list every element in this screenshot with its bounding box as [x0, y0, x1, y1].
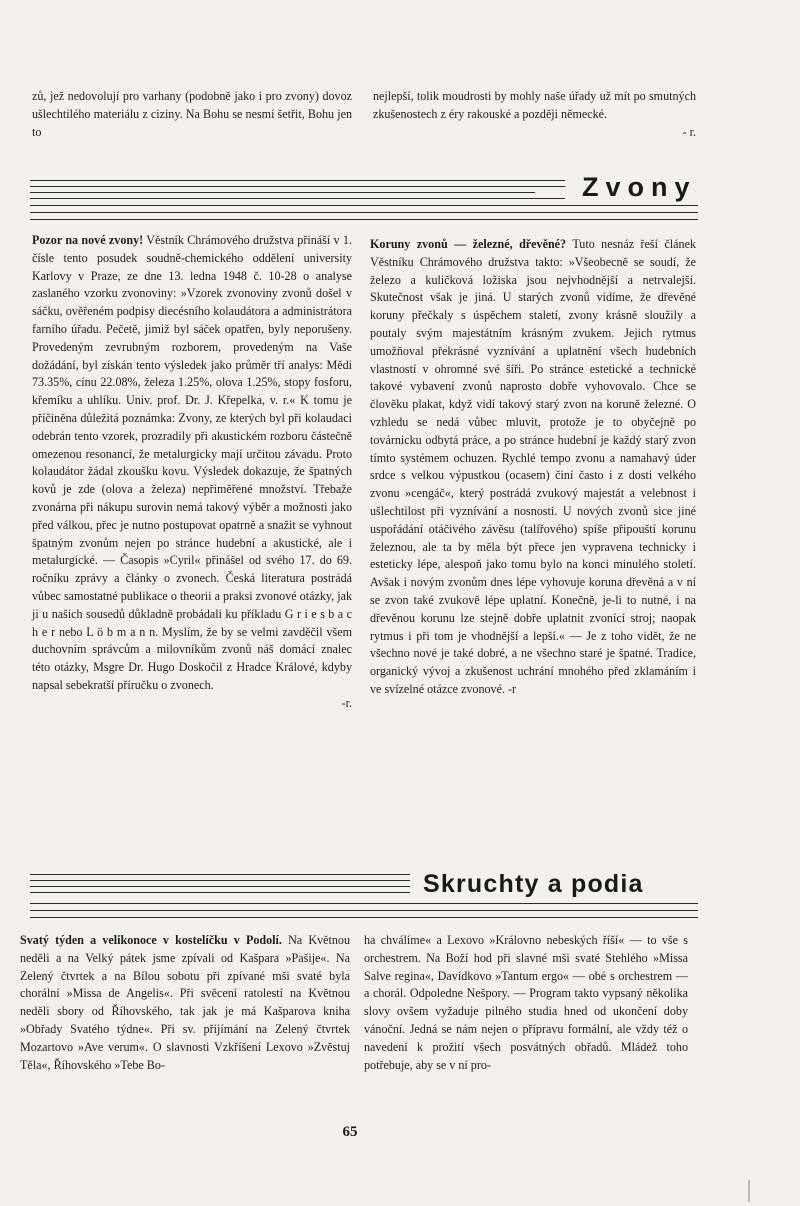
zvony-left-signature: -r.: [341, 695, 352, 710]
zvony-right-signature: -r: [508, 681, 517, 696]
top-right-signature: - r.: [682, 124, 696, 139]
zvony-left-text: Věstník Chrámového družstva přináší v 1. čísle tento posudek soudně-chemického oddělení university Karlovy v Praze, ze dne 13. ledna 1948 č. 10-28 o analyse zaslaného vzorku zvonoviny: »Vzorek zvonoviny zvonů došel v sáčku, ověřeném podpisy diecésního kolaudátora a administrátora farního úřadu. Pečetě, jimiž byl sáček opatřen, byly neporušeny. Provedeným zevrubným rozborem, provedeným na Vaše dožádání, byl získán tento výsledek jako průměr tří analys: Mědi 73.35%, cínu 22.08%, železa 1.25%, olova 1.25%, stopy fosforu, křemíku a uhlíku. Univ. prof. Dr. J. Křepelka, v. r.« K tomu je příčiněna důležitá poznámka: Zvony, ze kterých byl při kolaudaci odebrán tento vzorek, prozradily při akustickém rozboru částečně omezenou resonancí, že metalurgicky mají určitou závadu. Proto kolaudátor žádal zkoušku kovu. Výsledek dokazuje, že špatných kovů je zde (olova a železa) nepřiměřené množství. Třebaže zvonárna při nákupu surovin nemá takový výběr a možnosti jako před válkou, přec je nutno postupovat opatrně a snažit se vyhnout špatným zvonům nejen po stránce hudební a akustické, ale i metalurgické. — Časopis »Cyril« přinášel od svého 17. do 69. ročníku zprávy a články o zvonech. Česká literatura postrádá vůbec samostatné publikace o theorii a praksi zvonové otázky, jak ji u našich sousedů důkladně probádali ku příkladu G r i e s b a c h e r nebo L ö b m a n n. Myslím, že by se velmi zavděčil všem duchovním správcům a milovníkům zvonů náš domácí znalec této otázky, Msgre Dr. Hugo Doskočil z Hradce Králové, kdyby napsal sebekratší příručku o zvonech.: [32, 233, 352, 692]
scan-mark: [748, 1180, 750, 1202]
zvony-right-text: Tuto nesnáz řeší článek Věstníku Chrámového družstva takto: »Všeobecně se soudí, že železo a kuličková ložiska jsou nejvhodnější a netrvalejší. Skutečnost však je jiná. U starých zvonů vidíme, že dřevěné koruny přečkaly s úspěchem staletí, zvony krásně sloužily a poutaly svým majestátním krásným zvukem. Jejich rytmus umožňoval překrásné vyznívání a uplatnění všech hudebních vlastností v ohromné své šíři. Po stránce estetické a technické takové vybavení zvonů naprosto dobře vyhovovalo. Chce se člověku plakat, když vidí takový starý zvon na koruně železné. O vzhledu se nedá vůbec mluvit, protože je to obyčejně po továrnicku odbytá práce, a po stránce hudební je každý starý zvon tímto systémem ochuzen. Rychlé tempo zvonu a namahavý úder srdce s velkou výpustkou (ocasem) činí často i z dosti velkého zvonu »cengáč«, který postrádá zvukový majestát a velebnost i ušlechtilost při vyznívání a nosnosti. U nových zvonů sice jiné uspořádání otáčivého závěsu (talířového) spíše připouští korunu železnou, ale ta by měla být přece jen vypravena technicky i esteticky lépe, alespoň jako tomu bylo na konci minulého století. Avšak i novým zvonům dnes lépe vyhovuje koruna dřevěná a v ní se zvon také zvukově lépe uplatní. Konečně, je-li to nutné, i na dřevěnou korunu lze stejně dobře uplatnit zvonící stroj; naopak rytmus i při tom je vhodnější a lepší.« — Je z toho vidět, že ne všechno nové je také dobré, a ne všechno staré je špatné. Tradice, organický vývoj a zkušenost uchrání mnohého před zklamáním i ve svízelné otázce zvonové.: [370, 237, 697, 696]
page-number: 65: [342, 1124, 358, 1140]
top-right-text: nejlepší, tolik moudrosti by mohly naše úřady už mít po smutných zkušenostech z éry rakouské a později německé.: [373, 89, 696, 121]
kruchty-left-text: Na Květnou neděli a na Velký pátek jsme zpívali od Kašpara »Pašije«. Na Zelený čtvrtek a na Bílou sobotu při zpívané mši svaté byla chorální »Missa de Angelis«. Při svěcení ratolestí na Květnou neděli sbory od Říhovského, tak jak je má Kašparova kniha »Obřady Svatého týdne«. Při sv. přijímání na Zelený čtvrtek Mozartovo »Ave verum«. O slavnosti Vzkříšení Lexovo »Zvěstuj Těla«, Říhovského »Tebe Bo-: [20, 933, 350, 1072]
zvony-left-lead: Pozor na nové zvony!: [32, 233, 144, 247]
top-left-text: zů, jež nedovolují pro varhany (podobně jako i pro zvony) dovoz ušlechtilého materiálu z ciziny. Na Bohu se nesmí šetřit, Bohu jen to: [32, 89, 352, 139]
section-title-kruchty: Skruchty a podia: [423, 870, 644, 898]
top-left-column: [32, 88, 352, 141]
zvony-right-lead: Koruny zvonů — železné, dřevěné?: [370, 237, 567, 251]
kruchty-right-column: [364, 932, 688, 1074]
section-title-zvony: Zvony: [582, 172, 697, 202]
kruchty-left-lead: Svatý týden a velikonoce v kostelíčku v Podolí.: [20, 933, 282, 947]
top-right-column: [373, 88, 696, 141]
zvony-left-column: [32, 232, 352, 713]
kruchty-left-column: [20, 932, 350, 1074]
zvony-right-column: [370, 236, 696, 699]
kruchty-right-text: ha chválíme« a Lexovo »Královno nebeských říší« — to vše s orchestrem. Na Boží hod při slavné mši svaté Stehlého »Missa Salve regina«, Davídkovo »Tantum ergo« — obé s orchestrem — a chorál. Odpoledne Nešpory. — Program takto vypsaný několika slovy ovšem vyžaduje pilného studia hned od ukončení doby vánoční. Jedná se nám nejen o přípravu formální, ale vždy též o navedení k prožití všech posvátných obřadů. Mládež toho potřebuje, aby se v ní pro-: [364, 933, 688, 1072]
